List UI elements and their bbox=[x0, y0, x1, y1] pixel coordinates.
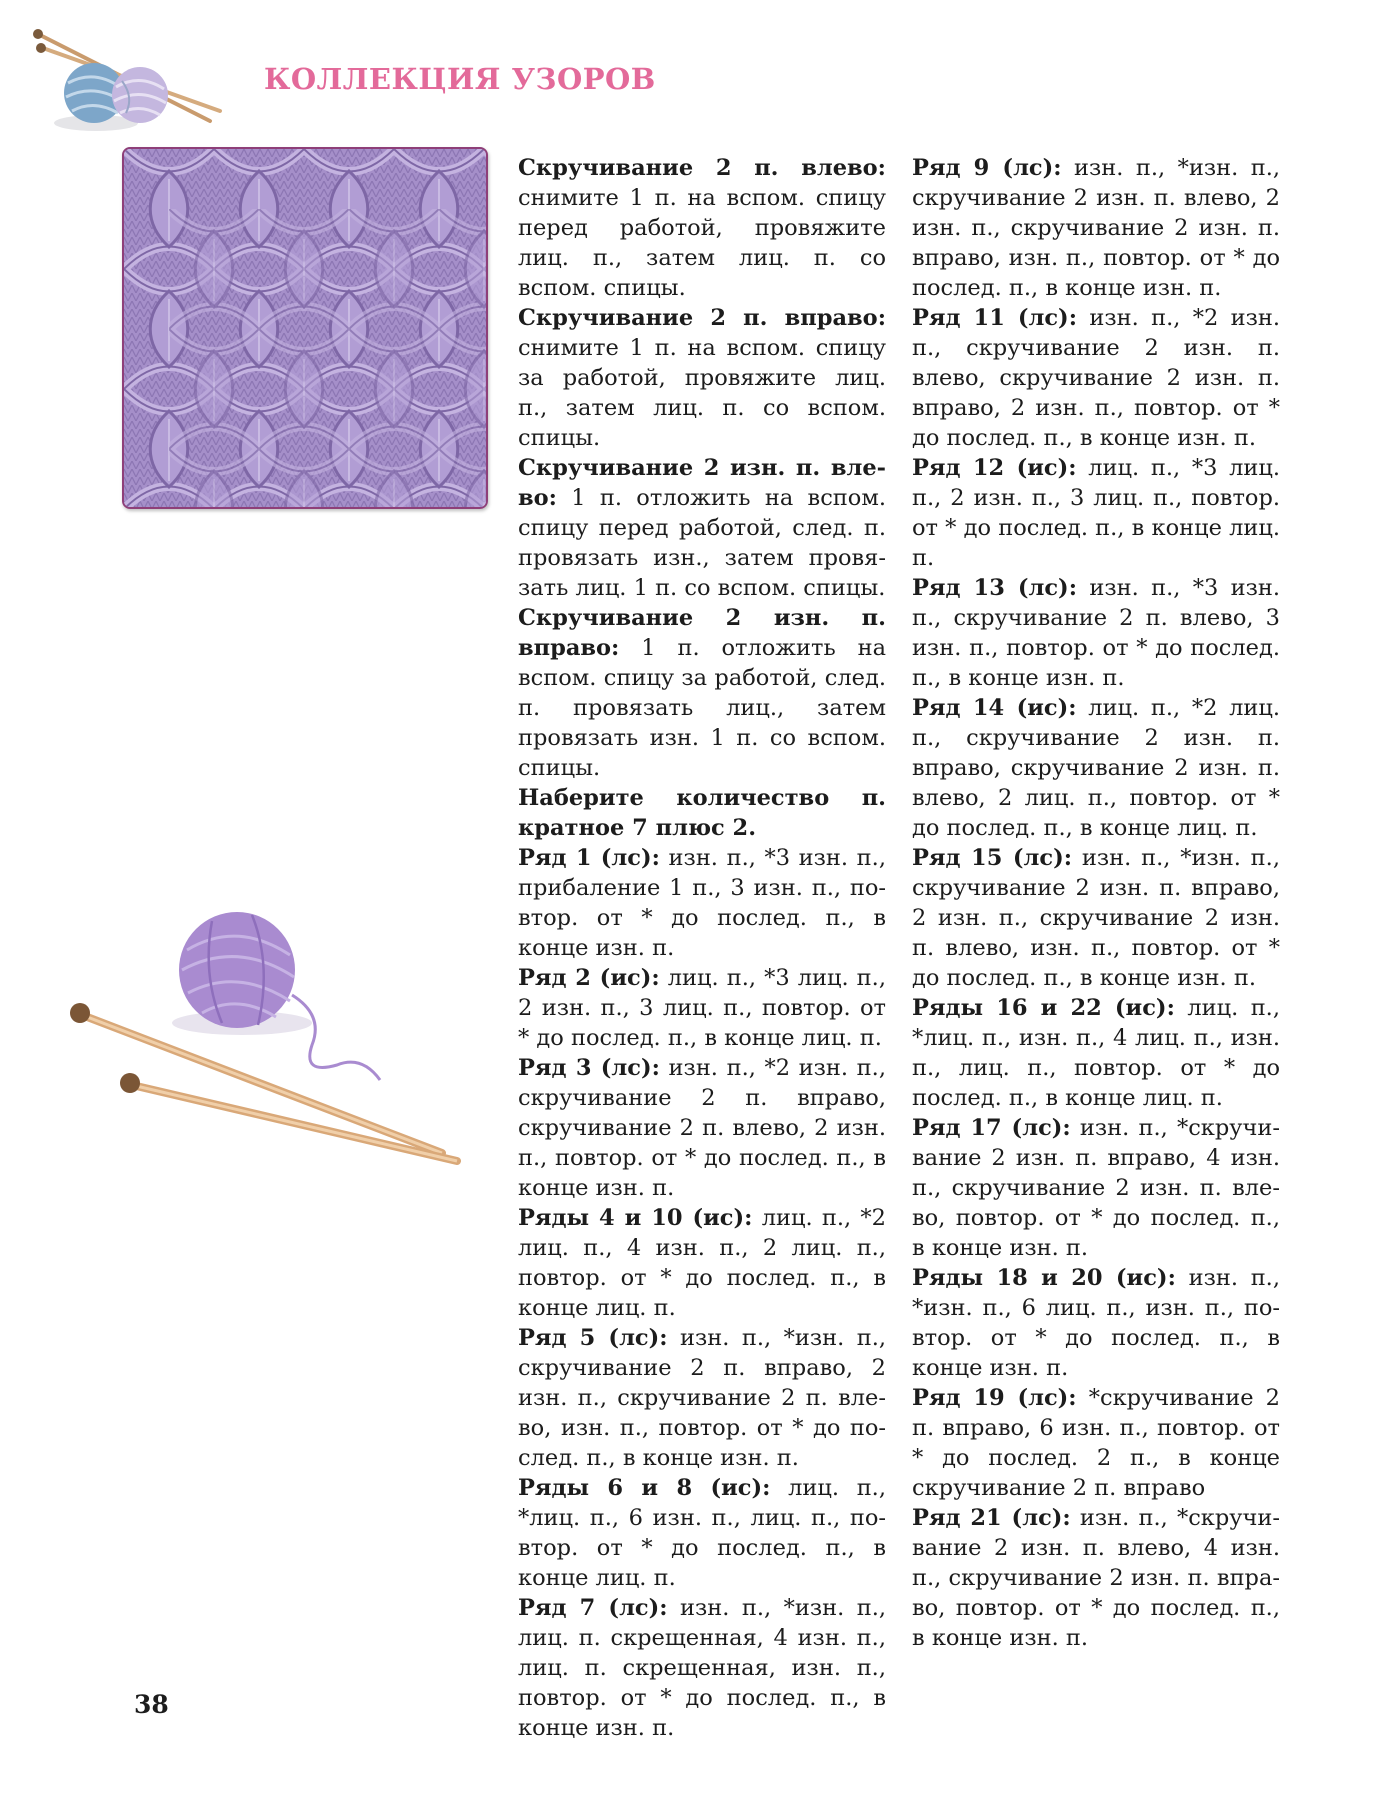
row-instruction: Ряд 7 (лс): изн. п., *изн. п., лиц. п. скрещенная, 4 изн. п., лиц. п. скрещенная, изн. п., повтор. от * до послед. п., в конце изн. п. bbox=[518, 1595, 887, 1741]
row-instruction: Ряды 4 и 10 (ис): лиц. п., *2 лиц. п., 4 изн. п., 2 лиц. п., повтор. от * до послед. п., в конце лиц. п. bbox=[518, 1205, 886, 1321]
instruction-paragraph: Скручивание 2 п. вправо: снимите 1 п. на вспом. спицу за работой, провяжите лиц. п., затем лиц. п. со вспом. спицы. bbox=[518, 305, 886, 451]
row-instruction: Ряд 5 (лс): изн. п., *изн. п., скручивание 2 п. вправо, 2 изн. п., скручивание 2 п. влево, изн. п., повтор. от * до послед. п., в конце изн. п. bbox=[518, 1325, 887, 1471]
row-instruction: Ряд 9 (лс): изн. п., *изн. п., скручивание 2 изн. п. влево, 2 изн. п., скручивание 2 изн. п. вправо, изн. п., повтор. от * до послед. п., в конце изн. п. bbox=[912, 155, 1281, 301]
row-instruction: Ряд 14 (ис): лиц. п., *2 лиц. п., скручивание 2 изн. п. вправо, скручивание 2 изн. п. влево, 2 лиц. п., повтор. от * до послед. п., в конце лиц. п. bbox=[912, 695, 1280, 841]
row-instruction: Ряд 11 (лс): изн. п., *2 изн. п., скручивание 2 изн. п. влево, скручивание 2 изн. п. вправо, 2 изн. п., повтор. от * до послед. п., в конце изн. п. bbox=[912, 305, 1280, 451]
instruction-paragraph: Скручивание 2 изн. п. вправо: 1 п. отложить на вспом. спицу за работой, след. п. провязать лиц., затем провязать изн. 1 п. со вспом. спицы. bbox=[518, 605, 886, 781]
row-instruction: Ряды 16 и 22 (ис): лиц. п., *лиц. п., изн. п., 4 лиц. п., изн. п., лиц. п., повтор. от * до послед. п., в конце лиц. п. bbox=[912, 995, 1280, 1111]
instruction-paragraph: Скручивание 2 п. влево: снимите 1 п. на вспом. спицу перед работой, провяжите лиц. п., затем лиц. п. со вспом. спицы. bbox=[518, 155, 886, 301]
instruction-paragraph: Скручивание 2 изн. п. влево: 1 п. отложить на вспом. спицу перед работой, след. п. провязать изн., затем провязать лиц. 1 п. со вспом. спицы. bbox=[518, 455, 886, 601]
instructions-column-left bbox=[518, 153, 886, 1743]
row-instruction: Ряд 1 (лс): изн. п., *3 изн. п., прибаление 1 п., 3 изн. п., повтор. от * до послед. п., в конце изн. п. bbox=[518, 845, 886, 961]
row-instruction: Ряды 6 и 8 (ис): лиц. п., *лиц. п., 6 изн. п., лиц. п., повтор. от * до послед. п., в конце лиц. п. bbox=[518, 1475, 886, 1591]
row-instruction: Ряд 19 (лс): *скручивание 2 п. вправо, 6 изн. п., повтор. от * до послед. 2 п., в конце скручивание 2 п. вправо bbox=[912, 1385, 1280, 1501]
row-instruction: Ряд 17 (лс): изн. п., *скручивание 2 изн. п. вправо, 4 изн. п., скручивание 2 изн. п. влево, повтор. от * до послед. п., в конце изн. п. bbox=[912, 1115, 1280, 1261]
page-title: КОЛЛЕКЦИЯ УЗОРОВ bbox=[264, 62, 656, 96]
cast-on-instruction: Наберите количество п. кратное 7 плюс 2. bbox=[518, 785, 886, 841]
page-number: 38 bbox=[134, 1690, 169, 1719]
row-instruction: Ряд 21 (лс): изн. п., *скручивание 2 изн. п. влево, 4 изн. п., скручивание 2 изн. п. вправо, повтор. от * до послед. п., в конце изн. п. bbox=[912, 1505, 1280, 1651]
row-instruction: Ряд 13 (лс): изн. п., *3 изн. п., скручивание 2 п. влево, 3 изн. п., повтор. от * до послед. п., в конце изн. п. bbox=[912, 575, 1280, 691]
knitted-swatch-photo bbox=[122, 147, 488, 509]
instructions-column-right bbox=[912, 153, 1280, 1653]
row-instruction: Ряд 15 (лс): изн. п., *изн. п., скручивание 2 изн. п. вправо, 2 изн. п., скручивание 2 изн. п. влево, изн. п., повтор. от * до послед. п., в конце изн. п. bbox=[912, 845, 1280, 991]
row-instruction: Ряд 3 (лс): изн. п., *2 изн. п., скручивание 2 п. вправо, скручивание 2 п. влево, 2 изн. п., повтор. от * до послед. п., в конце изн. п. bbox=[518, 1055, 886, 1201]
row-instruction: Ряды 18 и 20 (ис): изн. п., *изн. п., 6 лиц. п., изн. п., повтор. от * до послед. п., в конце изн. п. bbox=[912, 1265, 1280, 1381]
yarn-balls-needles-icon bbox=[30, 25, 230, 135]
row-instruction: Ряд 12 (ис): лиц. п., *3 лиц. п., 2 изн. п., 3 лиц. п., повтор. от * до послед. п., в конце лиц. п. bbox=[912, 455, 1280, 571]
row-instruction: Ряд 2 (ис): лиц. п., *3 лиц. п., 2 изн. п., 3 лиц. п., повтор. от * до послед. п., в конце лиц. п. bbox=[518, 965, 886, 1051]
yarn-ball-needles-photo bbox=[62, 905, 462, 1185]
